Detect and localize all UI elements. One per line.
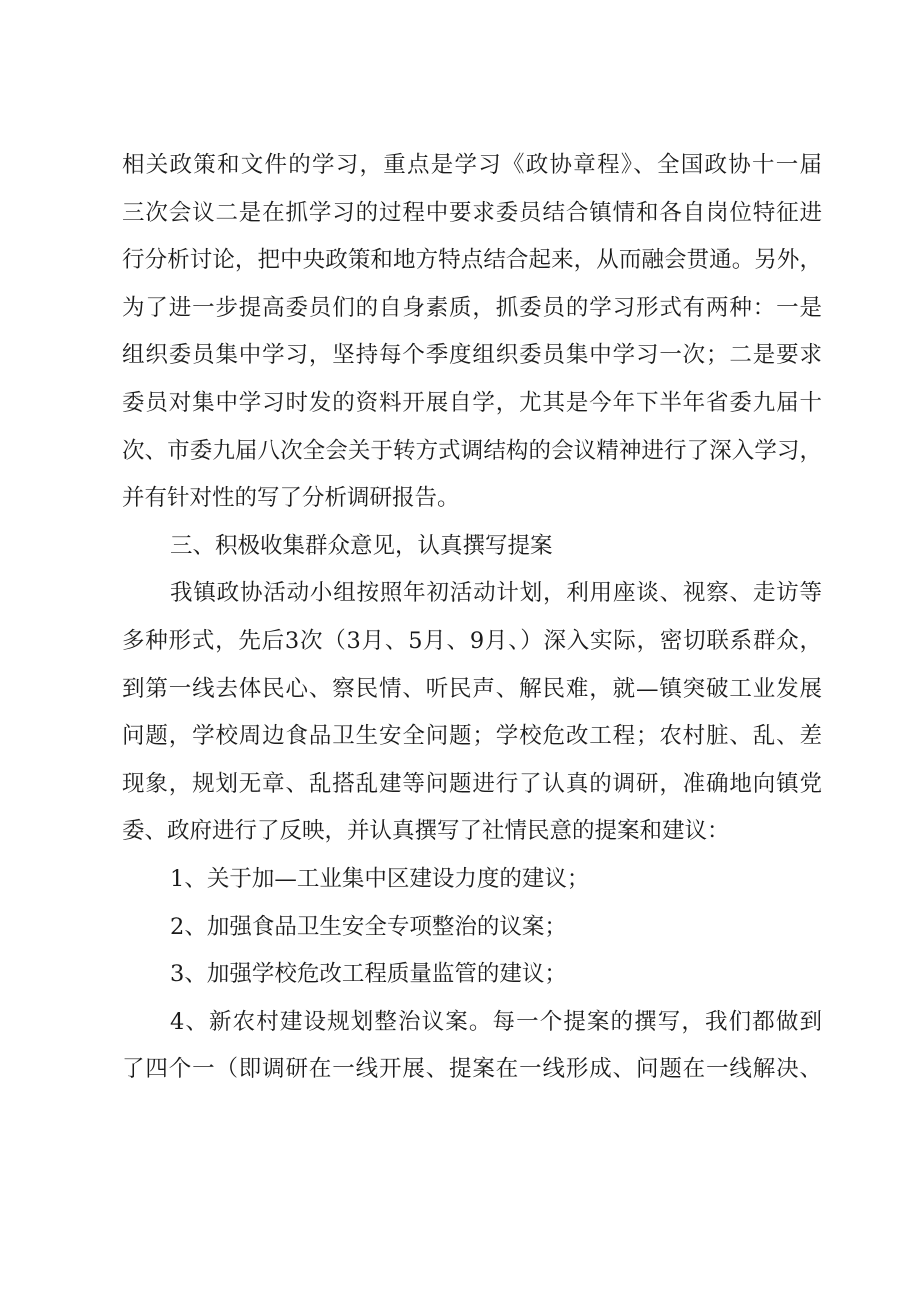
text-line: 相关政策和文件的学习，重点是学习《政协章程》、全国政协十一届 (122, 152, 822, 178)
list-item: 2、加强食品卫生安全专项整治的议案； (170, 913, 567, 940)
text-line: 并有针对性的写了分析调研报告。 (122, 485, 460, 512)
text-line: 次、市委九届八次全会关于转方式调结构的会议精神进行了深入学习， (122, 437, 822, 464)
text-line: 到第一线去体民心、察民情、听民声、解民难，就—镇突破工业发展 (122, 675, 822, 702)
text-line: 三次会议二是在抓学习的过程中要求委员结合镇情和各自岗位特征进 (122, 199, 822, 226)
text-line: 行分析讨论，把中央政策和地方特点结合起来，从而融会贯通。另外， (122, 247, 822, 274)
text-line: 了四个一（即调研在一线开展、提案在一线形成、问题在一线解决、 (122, 1056, 822, 1083)
document-body (122, 142, 822, 1094)
section-heading: 三、积极收集群众意见，认真撰写提案 (170, 532, 553, 559)
text-line: 组织委员集中学习，坚持每个季度组织委员集中学习一次；二是要求 (122, 342, 822, 369)
text-line: 为了进一步提高委员们的自身素质，抓委员的学习形式有两种：一是 (122, 294, 822, 321)
list-item: 3、加强学校危改工程质量监管的建议； (170, 961, 567, 988)
text-line: 多种形式，先后3次（3月、5月、9月、）深入实际，密切联系群众， (122, 627, 822, 654)
text-line: 现象，规划无章、乱搭乱建等问题进行了认真的调研，准确地向镇党 (122, 770, 822, 797)
text-line: 我镇政协活动小组按照年初活动计划，利用座谈、视察、走访等 (170, 580, 822, 607)
list-item: 1、关于加—工业集中区建设力度的建议； (170, 865, 590, 892)
text-line: 委、政府进行了反映，并认真撰写了社情民意的提案和建议： (122, 818, 730, 845)
text-line: 问题，学校周边食品卫生安全问题；学校危改工程；农村脏、乱、差 (122, 723, 822, 750)
text-line: 委员对集中学习时发的资料开展自学，尤其是今年下半年省委九届十 (122, 389, 822, 416)
list-item: 4、新农村建设规划整治议案。每一个提案的撰写，我们都做到 (170, 1008, 822, 1035)
